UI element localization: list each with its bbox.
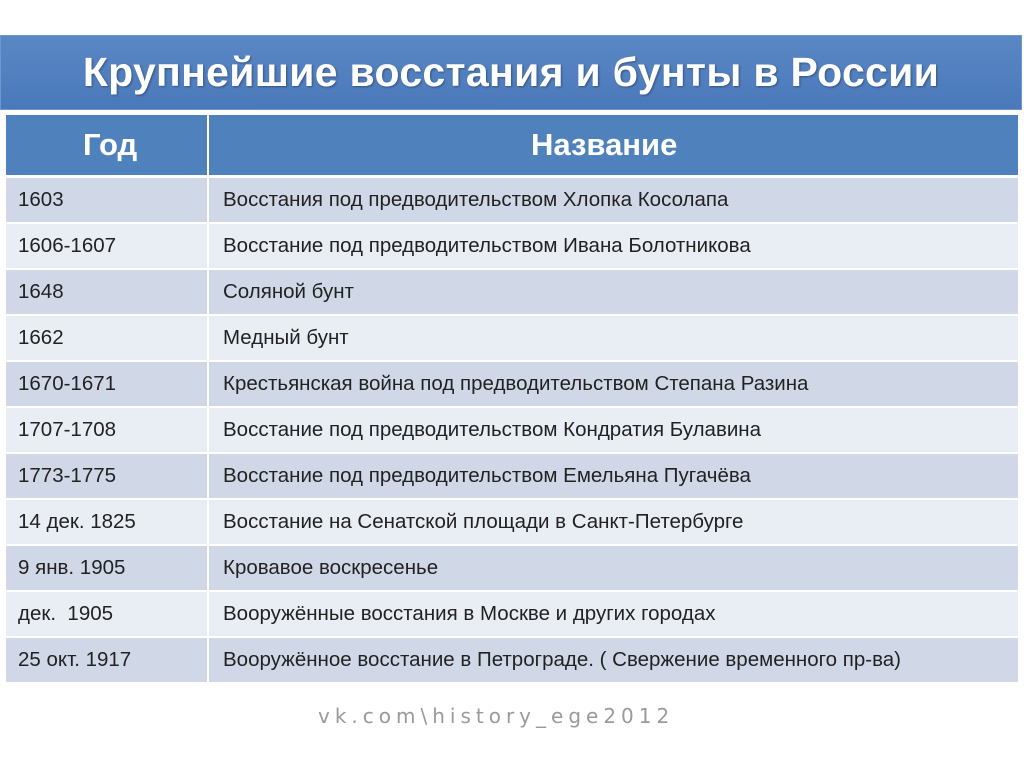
- uprisings-table-container: [6, 115, 1018, 695]
- cell-name: Кровавое воскресенье: [208, 545, 1018, 591]
- cell-name: Соляной бунт: [208, 269, 1018, 315]
- table-row: [6, 499, 1018, 545]
- table-row: [6, 223, 1018, 269]
- table-row: [6, 545, 1018, 591]
- table-row: [6, 407, 1018, 453]
- page-title: Крупнейшие восстания и бунты в России: [82, 49, 940, 95]
- cell-year: 1606-1607: [6, 223, 208, 269]
- cell-year: 1670-1671: [6, 361, 208, 407]
- cell-name: Крестьянская война под предводительством Степана Разина: [208, 361, 1018, 407]
- cell-name: Восстание на Сенатской площади в Санкт-Петербурге: [208, 499, 1018, 545]
- cell-year: 1707-1708: [6, 407, 208, 453]
- table-row: [6, 591, 1018, 637]
- table-header-row: [6, 115, 1018, 177]
- table-row: [6, 269, 1018, 315]
- cell-year: 25 окт. 1917: [6, 637, 208, 683]
- cell-year: 1773-1775: [6, 453, 208, 499]
- title-bar: [0, 35, 1022, 110]
- column-header-year: Год: [6, 115, 208, 177]
- cell-name: Медный бунт: [208, 315, 1018, 361]
- cell-year: дек. 1905: [6, 591, 208, 637]
- cell-year: 9 янв. 1905: [6, 545, 208, 591]
- cell-name: Восстания под предводительством Хлопка Косолапа: [208, 177, 1018, 224]
- cell-year: 1662: [6, 315, 208, 361]
- table-row: [6, 315, 1018, 361]
- cell-name: Восстание под предводительством Ивана Болотникова: [208, 223, 1018, 269]
- cell-year: 1603: [6, 177, 208, 224]
- cell-name: Восстание под предводительством Емельяна Пугачёва: [208, 453, 1018, 499]
- cell-name: Вооружённые восстания в Москве и других городах: [208, 591, 1018, 637]
- cell-year: 1648: [6, 269, 208, 315]
- uprisings-table: [6, 115, 1018, 684]
- watermark: vk.com\history_ege2012: [318, 704, 675, 728]
- cell-name: Вооружённое восстание в Петрограде. ( Свержение временного пр-ва): [208, 637, 1018, 683]
- table-row: [6, 453, 1018, 499]
- table-row: [6, 637, 1018, 683]
- cell-name: Восстание под предводительством Кондратия Булавина: [208, 407, 1018, 453]
- table-row: [6, 177, 1018, 224]
- table-row: [6, 361, 1018, 407]
- column-header-name: Название: [208, 115, 1018, 177]
- cell-year: 14 дек. 1825: [6, 499, 208, 545]
